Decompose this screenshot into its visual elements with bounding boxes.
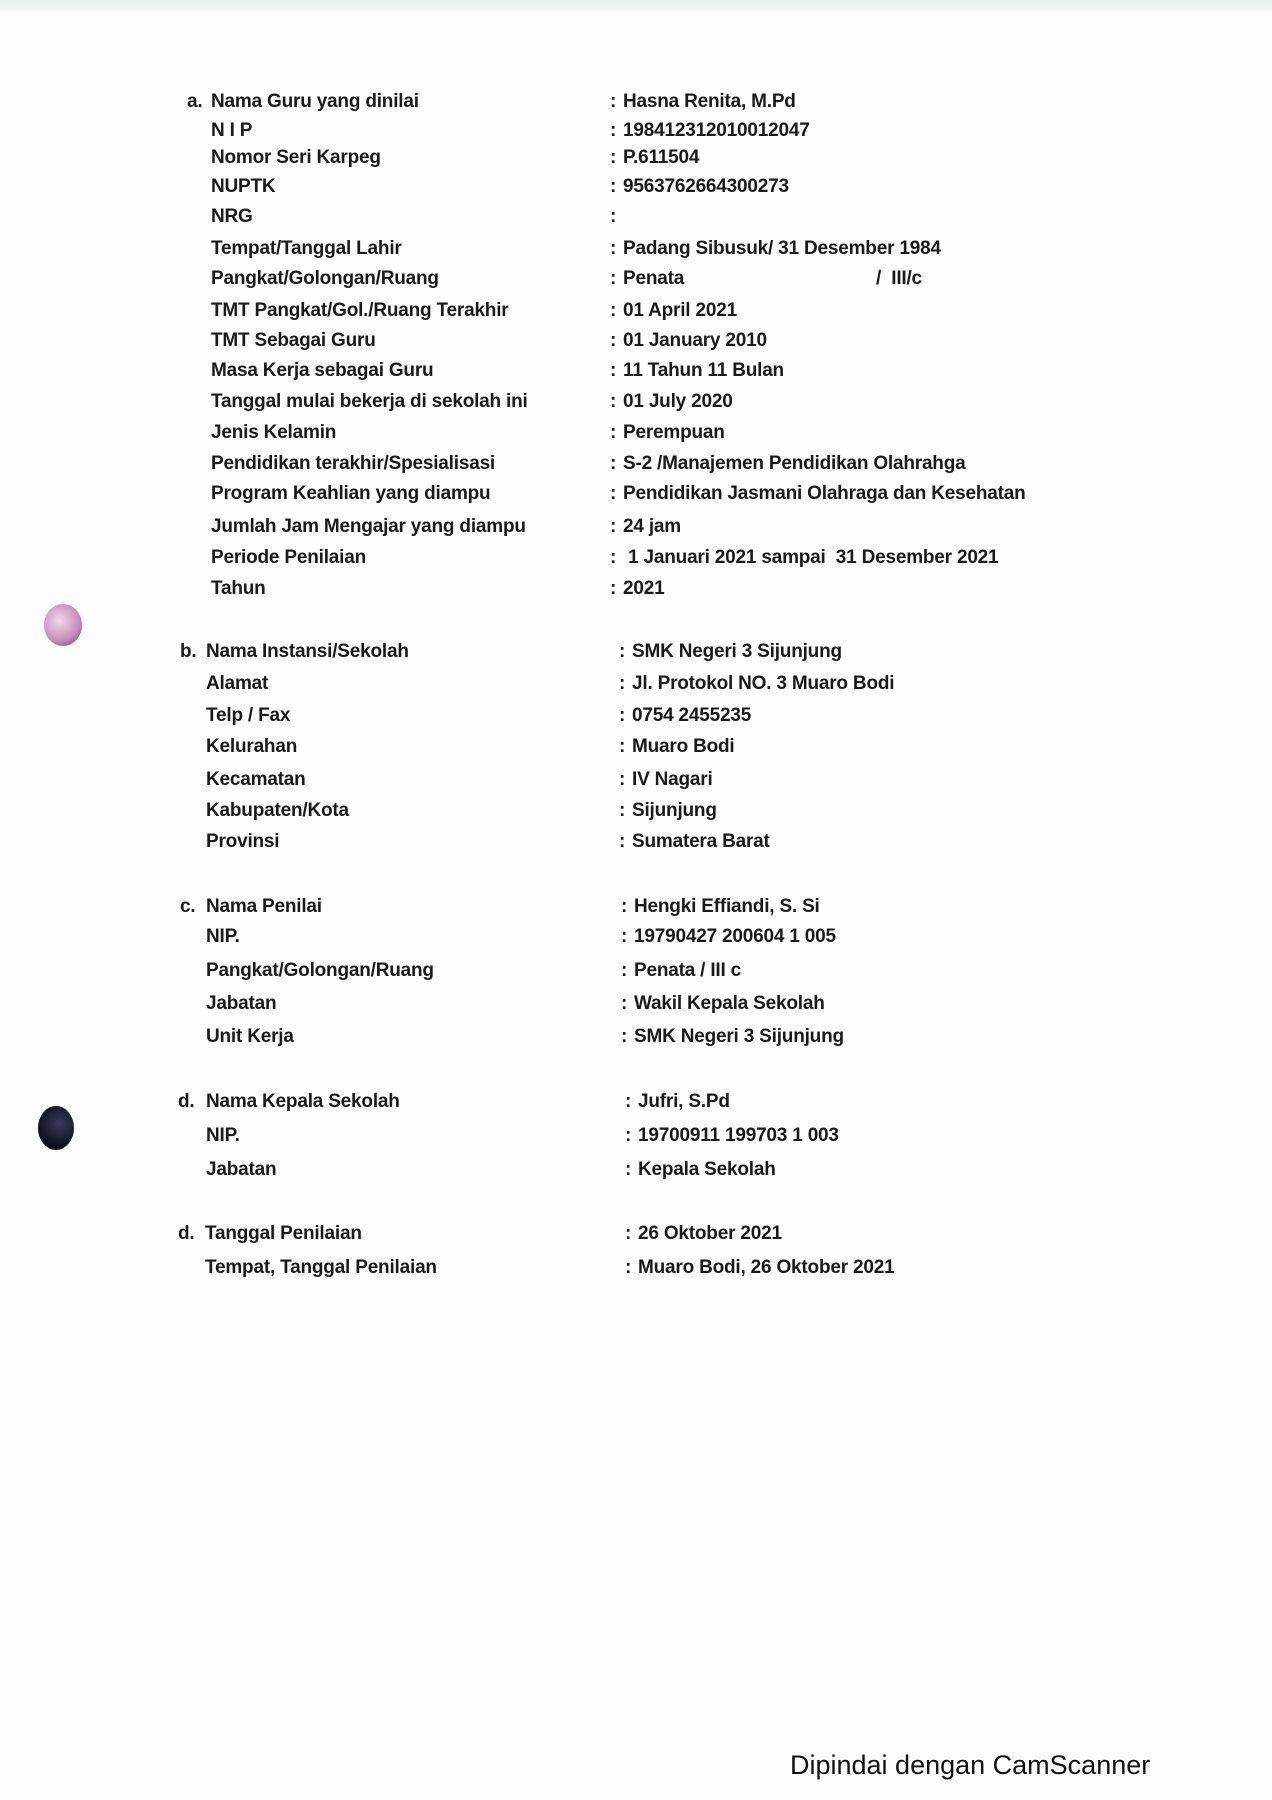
form-row xyxy=(0,389,1272,415)
field-value: Sumatera Barat xyxy=(632,831,770,852)
form-row xyxy=(0,1024,1272,1050)
form-row xyxy=(0,639,1272,665)
form-row xyxy=(0,734,1272,760)
separator-colon: : xyxy=(610,91,617,112)
section-letter: a. xyxy=(187,91,203,112)
field-value: Muaro Bodi, 26 Oktober 2021 xyxy=(638,1257,895,1278)
separator-colon: : xyxy=(619,736,626,757)
field-label: Program Keahlian yang diampu xyxy=(211,483,491,504)
field-value: Padang Sibusuk/ 31 Desember 1984 xyxy=(623,238,941,259)
separator-colon: : xyxy=(610,300,617,321)
field-value: Jufri, S.Pd xyxy=(638,1091,730,1112)
separator-colon: : xyxy=(625,1159,632,1180)
separator-colon: : xyxy=(610,330,617,351)
form-row xyxy=(0,174,1272,200)
separator-colon: : xyxy=(625,1091,632,1112)
separator-colon: : xyxy=(610,147,617,168)
form-row xyxy=(0,576,1272,602)
separator-colon: : xyxy=(625,1125,632,1146)
field-label: Jumlah Jam Mengajar yang diampu xyxy=(211,516,526,537)
camscanner-watermark: Dipindai dengan CamScanner xyxy=(790,1750,1151,1780)
field-value: SMK Negeri 3 Sijunjung xyxy=(634,1026,844,1047)
field-value: 19700911 199703 1 003 xyxy=(638,1125,839,1146)
field-value: Kepala Sekolah xyxy=(638,1159,776,1180)
field-value: Muaro Bodi xyxy=(632,736,735,757)
form-row xyxy=(0,991,1272,1017)
field-label: Alamat xyxy=(206,673,269,694)
separator-colon: : xyxy=(610,391,617,412)
field-value: 24 jam xyxy=(623,516,681,537)
form-row xyxy=(0,298,1272,324)
separator-colon: : xyxy=(619,641,626,662)
separator-colon: : xyxy=(610,360,617,381)
field-value: Penata xyxy=(623,268,685,289)
separator-colon: : xyxy=(610,206,617,227)
form-row xyxy=(0,145,1272,171)
field-label: TMT Sebagai Guru xyxy=(211,330,376,351)
separator-colon: : xyxy=(610,578,617,599)
field-value: Jl. Protokol NO. 3 Muaro Bodi xyxy=(632,673,895,694)
form-row xyxy=(0,1123,1272,1149)
separator-colon: : xyxy=(621,960,628,981)
field-label: Tanggal mulai bekerja di sekolah ini xyxy=(211,391,528,412)
field-label: Tahun xyxy=(211,578,266,599)
field-label: Jabatan xyxy=(206,993,277,1014)
field-value: 01 April 2021 xyxy=(623,300,737,321)
field-label: NUPTK xyxy=(211,176,276,197)
separator-colon: : xyxy=(625,1223,632,1244)
field-label: Pendidikan terakhir/Spesialisasi xyxy=(211,453,496,474)
form-row xyxy=(0,703,1272,729)
form-row xyxy=(0,1089,1272,1115)
form-row xyxy=(0,829,1272,855)
separator-colon: : xyxy=(619,800,626,821)
field-value: 0754 2455235 xyxy=(632,705,752,726)
separator-colon: : xyxy=(610,547,617,568)
section-letter: b. xyxy=(180,641,197,662)
field-label: Jabatan xyxy=(206,1159,277,1180)
field-value: P.611504 xyxy=(623,147,700,168)
form-row xyxy=(0,1157,1272,1183)
field-label: Pangkat/Golongan/Ruang xyxy=(211,268,439,289)
separator-colon: : xyxy=(610,422,617,443)
field-value: 19790427 200604 1 005 xyxy=(634,926,836,947)
field-label: Nama Kepala Sekolah xyxy=(206,1091,400,1112)
field-value: Wakil Kepala Sekolah xyxy=(634,993,825,1014)
form-row xyxy=(0,924,1272,950)
separator-colon: : xyxy=(621,926,628,947)
field-label: Nama Penilai xyxy=(206,896,322,917)
field-label: Tempat/Tanggal Lahir xyxy=(211,238,402,259)
form-row xyxy=(0,1221,1272,1247)
form-row xyxy=(0,958,1272,984)
field-value: Sijunjung xyxy=(632,800,717,821)
separator-colon: : xyxy=(625,1257,632,1278)
field-value: Hasna Renita, M.Pd xyxy=(623,91,796,112)
section-letter: d. xyxy=(178,1091,195,1112)
form-row xyxy=(0,767,1272,793)
field-label: Tanggal Penilaian xyxy=(205,1223,362,1244)
field-value: 01 January 2010 xyxy=(623,330,767,351)
field-value: 01 July 2020 xyxy=(623,391,733,412)
field-label: NIP. xyxy=(206,926,240,947)
field-label: Periode Penilaian xyxy=(211,547,366,568)
form-row xyxy=(0,545,1272,571)
field-value-golongan: / III/c xyxy=(876,268,922,289)
form-row xyxy=(0,266,1272,292)
field-label: Nama Instansi/Sekolah xyxy=(206,641,409,662)
field-value: 198412312010012047 xyxy=(623,120,810,141)
field-value: Hengki Effiandi, S. Si xyxy=(634,896,820,917)
field-label: Provinsi xyxy=(206,831,280,852)
separator-colon: : xyxy=(610,238,617,259)
field-label: Jenis Kelamin xyxy=(211,422,337,443)
field-label: NIP. xyxy=(206,1125,240,1146)
form-row xyxy=(0,671,1272,697)
form-row xyxy=(0,420,1272,446)
separator-colon: : xyxy=(610,516,617,537)
field-label: Tempat, Tanggal Penilaian xyxy=(205,1257,437,1278)
field-value: 26 Oktober 2021 xyxy=(638,1223,782,1244)
separator-colon: : xyxy=(619,705,626,726)
form-row xyxy=(0,204,1272,230)
field-label: Masa Kerja sebagai Guru xyxy=(211,360,434,381)
form-row xyxy=(0,89,1272,115)
field-value: 1 Januari 2021 sampai 31 Desember 2021 xyxy=(623,547,999,568)
separator-colon: : xyxy=(610,176,617,197)
separator-colon: : xyxy=(619,831,626,852)
form-row xyxy=(0,894,1272,920)
form-row xyxy=(0,118,1272,144)
field-value: Pendidikan Jasmani Olahraga dan Kesehatan xyxy=(623,483,1026,504)
field-value: 9563762664300273 xyxy=(623,176,789,197)
form-row xyxy=(0,481,1272,507)
scan-edge xyxy=(0,0,1272,14)
form-row xyxy=(0,1255,1272,1281)
field-value: 2021 xyxy=(623,578,665,599)
field-label: Pangkat/Golongan/Ruang xyxy=(206,960,434,981)
separator-colon: : xyxy=(610,453,617,474)
field-label: Nama Guru yang dinilai xyxy=(211,91,419,112)
field-value: 11 Tahun 11 Bulan xyxy=(623,360,784,381)
field-label: TMT Pangkat/Gol./Ruang Terakhir xyxy=(211,300,509,321)
form-row xyxy=(0,798,1272,824)
separator-colon: : xyxy=(610,483,617,504)
form-row xyxy=(0,328,1272,354)
field-value: Penata / III c xyxy=(634,960,742,981)
form-row xyxy=(0,236,1272,262)
separator-colon: : xyxy=(610,268,617,289)
field-value: Perempuan xyxy=(623,422,725,443)
field-value: IV Nagari xyxy=(632,769,713,790)
section-letter: c. xyxy=(180,896,196,917)
form-row xyxy=(0,451,1272,477)
separator-colon: : xyxy=(610,120,617,141)
field-label: NRG xyxy=(211,206,253,227)
field-label: N I P xyxy=(211,120,253,141)
separator-colon: : xyxy=(621,993,628,1014)
field-label: Unit Kerja xyxy=(206,1026,294,1047)
field-label: Kecamatan xyxy=(206,769,306,790)
form-row xyxy=(0,358,1272,384)
field-label: Nomor Seri Karpeg xyxy=(211,147,381,168)
field-value: SMK Negeri 3 Sijunjung xyxy=(632,641,842,662)
section-letter: d. xyxy=(178,1223,195,1244)
separator-colon: : xyxy=(619,673,626,694)
form-row xyxy=(0,514,1272,540)
separator-colon: : xyxy=(621,1026,628,1047)
field-label: Telp / Fax xyxy=(206,705,291,726)
field-value: S-2 /Manajemen Pendidikan Olahrahga xyxy=(623,453,966,474)
field-label: Kabupaten/Kota xyxy=(206,800,349,821)
separator-colon: : xyxy=(621,896,628,917)
field-label: Kelurahan xyxy=(206,736,298,757)
separator-colon: : xyxy=(619,769,626,790)
